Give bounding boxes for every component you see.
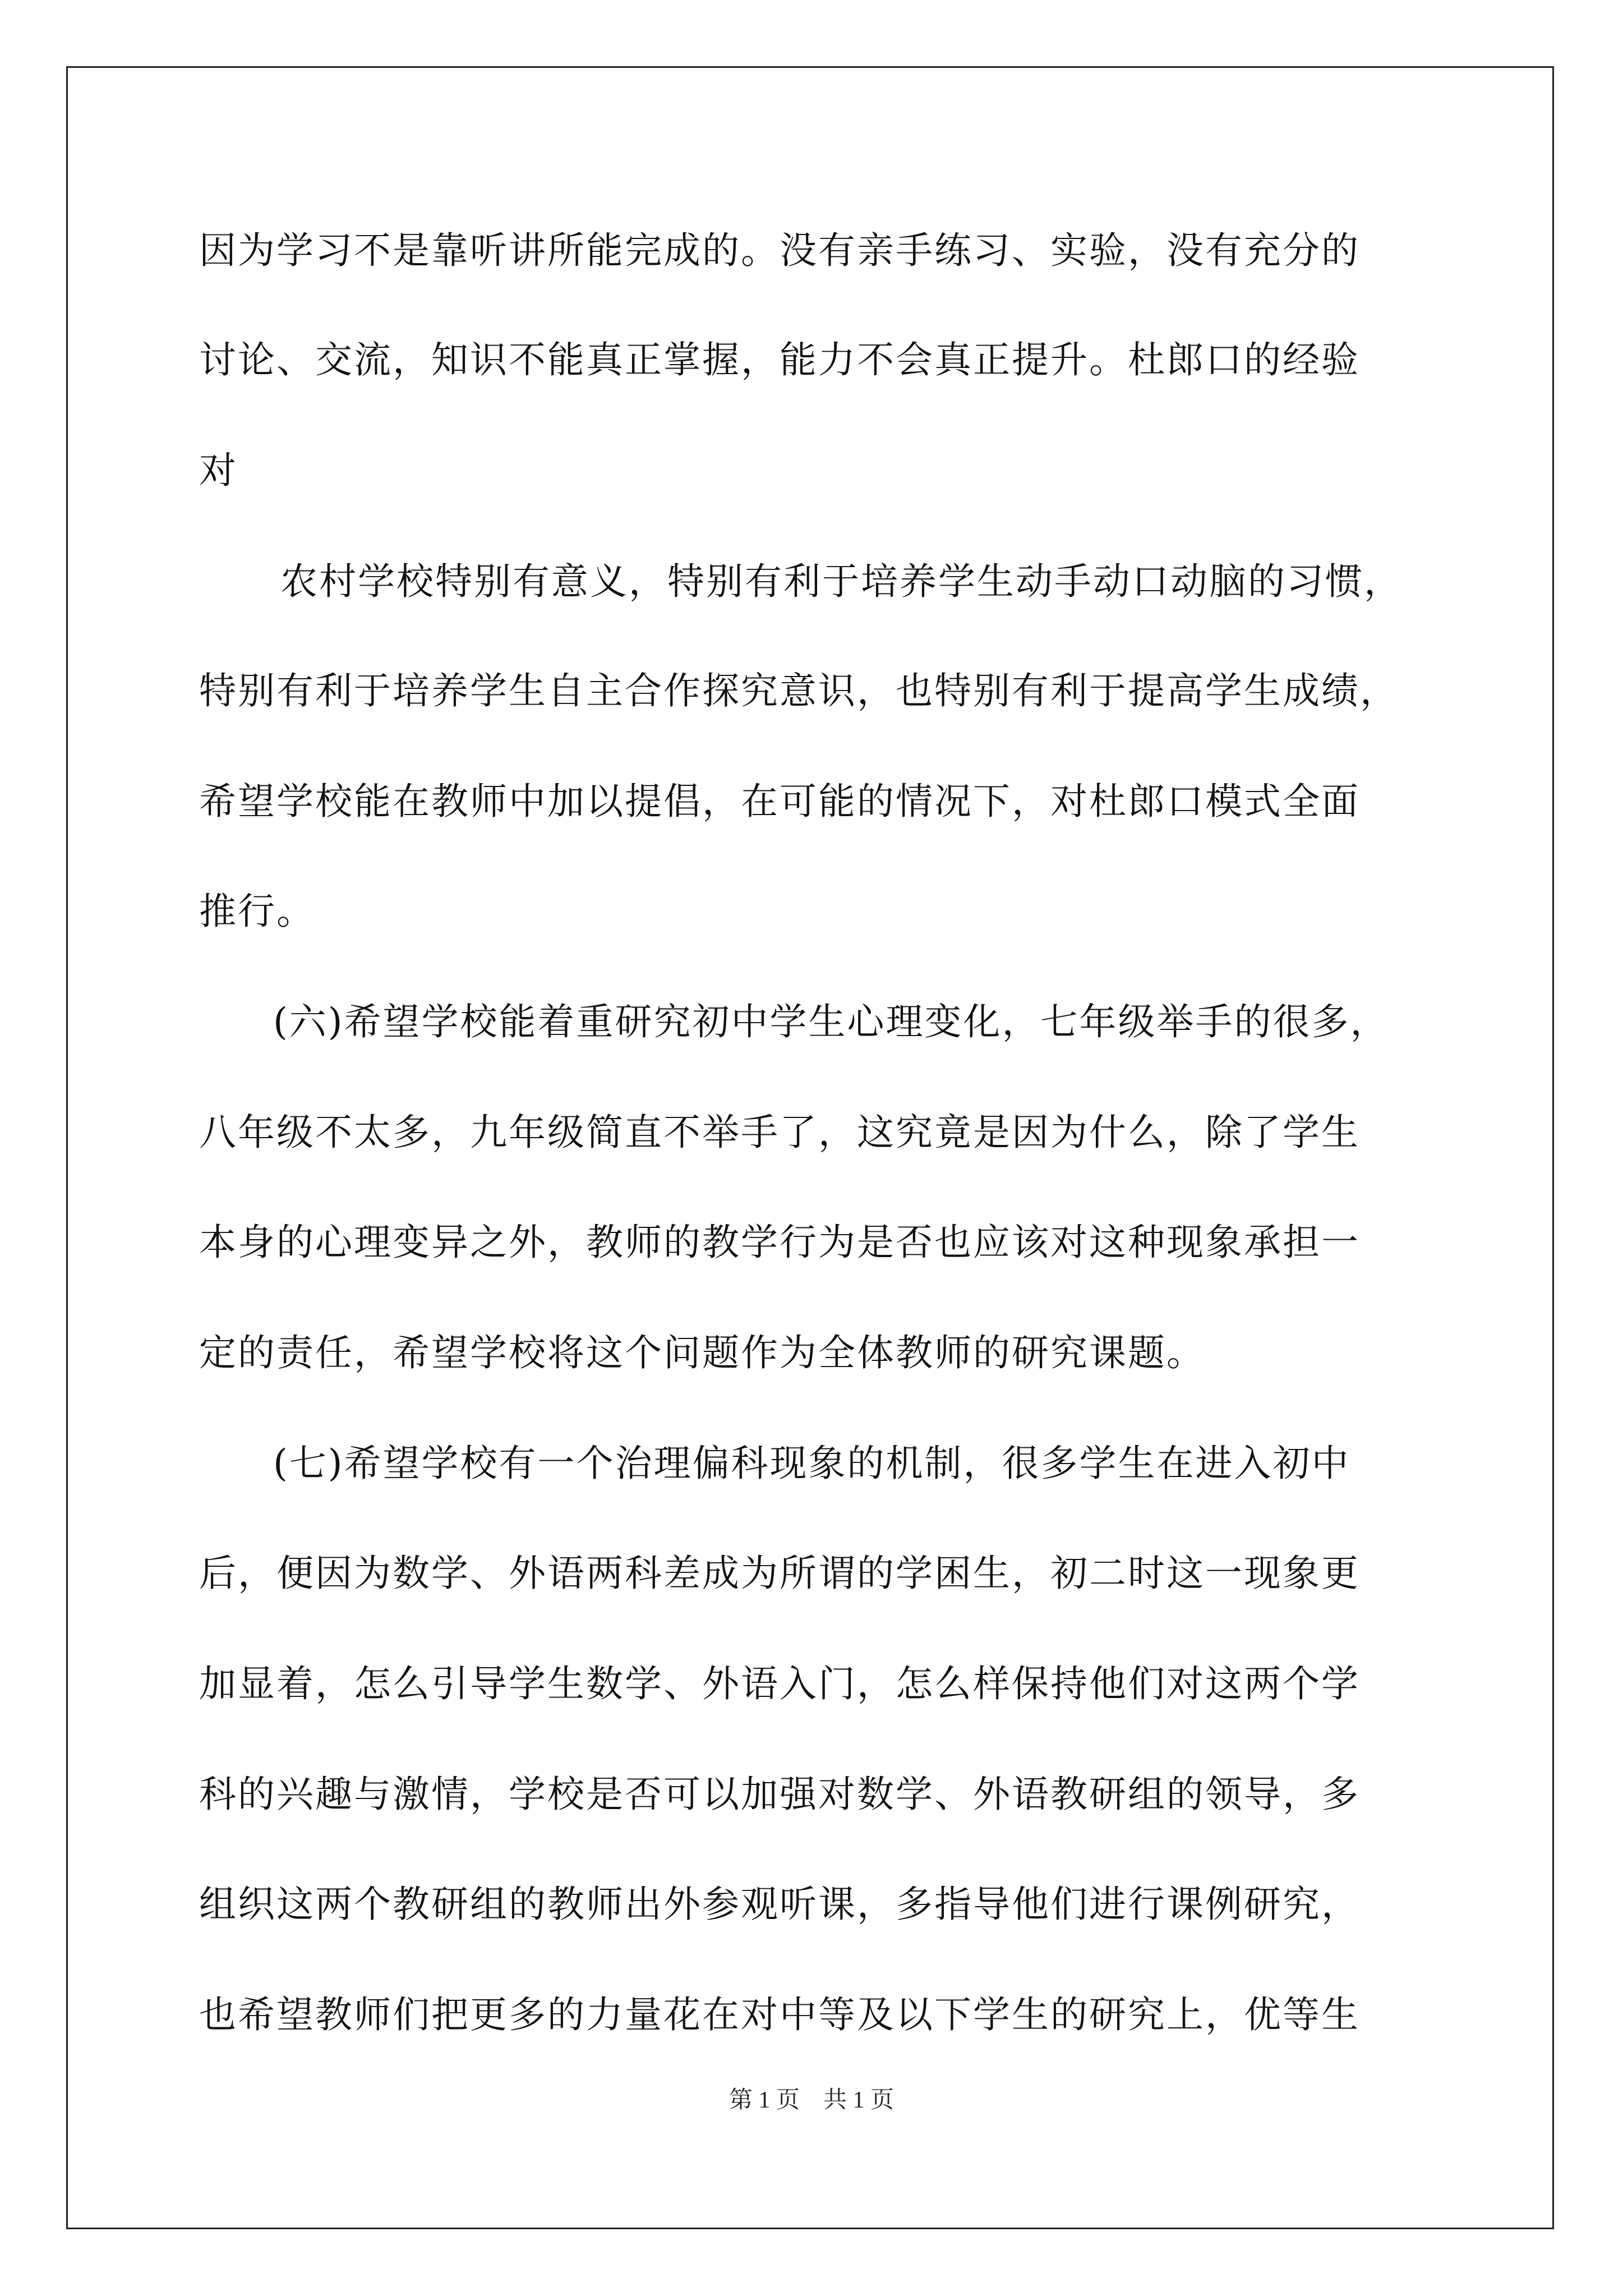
text-line: 特别有利于培养学生自主合作探究意识，也特别有利于提高学生成绩， — [199, 669, 1399, 712]
text-line: 加显着，怎么引导学生数学、外语入门，怎么样保持他们对这两个学 — [199, 1662, 1360, 1705]
text-line: 八年级不太多，九年级简直不举手了，这究竟是因为什么，除了学生 — [199, 1111, 1360, 1154]
text-line: 因为学习不是靠听讲所能完成的。没有亲手练习、实验，没有充分的 — [199, 229, 1360, 272]
text-line: 希望学校能在教师中加以提倡，在可能的情况下，对杜郎口模式全面 — [199, 780, 1360, 823]
text-line: 本身的心理变异之外，教师的教学行为是否也应该对这种现象承担一 — [199, 1221, 1360, 1264]
text-line: 组织这两个教研组的教师出外参观听课，多指导他们进行课例研究， — [199, 1883, 1360, 1926]
text-line: (六)希望学校能着重研究初中学生心理变化，七年级举手的很多， — [273, 1000, 1389, 1043]
text-line: 讨论、交流，知识不能真正掌握，能力不会真正提升。杜郎口的经验 — [199, 338, 1360, 381]
text-line: 农村学校特别有意义，特别有利于培养学生动手动口动脑的习惯， — [280, 560, 1403, 603]
page-number-footer: 第 1 页 共 1 页 — [728, 2087, 894, 2113]
text-line: (七)希望学校有一个治理偏科现象的机制，很多学生在进入初中 — [273, 1442, 1350, 1485]
text-line: 科的兴趣与激情，学校是否可以加强对数学、外语教研组的领导，多 — [199, 1773, 1360, 1816]
text-line: 也希望教师们把更多的力量花在对中等及以下学生的研究上，优等生 — [199, 1993, 1360, 2036]
text-line: 推行。 — [199, 890, 315, 933]
text-line: 定的责任，希望学校将这个问题作为全体教师的研究课题。 — [199, 1331, 1205, 1374]
text-line: 后，便因为数学、外语两科差成为所谓的学困生，初二时这一现象更 — [199, 1552, 1360, 1595]
text-line: 对 — [199, 449, 238, 492]
